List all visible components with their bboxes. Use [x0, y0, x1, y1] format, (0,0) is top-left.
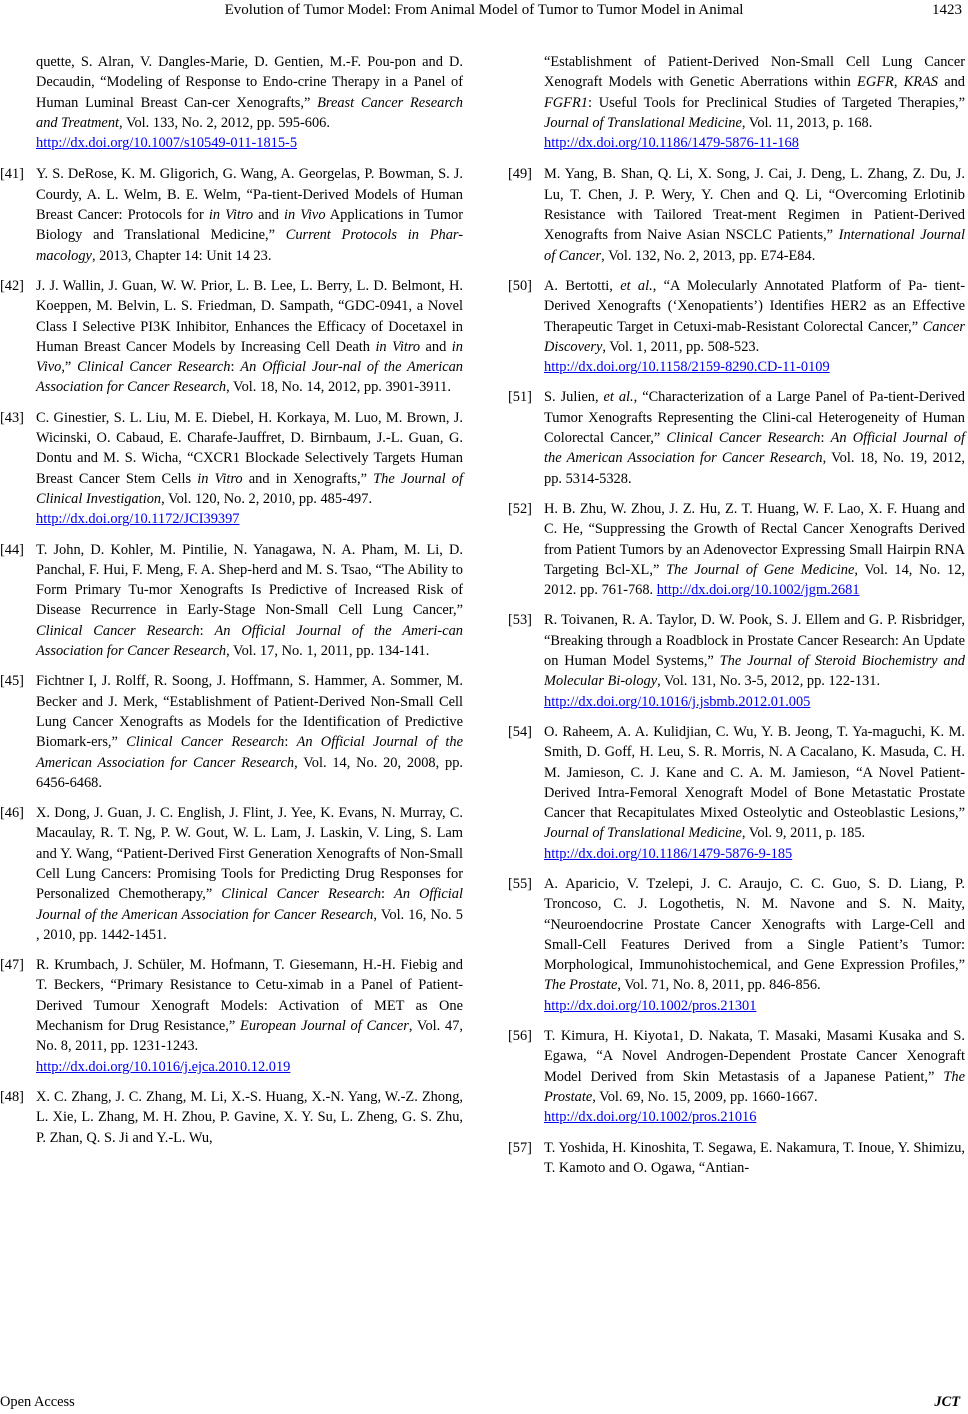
reference-text-segment: : Useful Tools for Preclinical Studies of Targeted Therapies,” [587, 94, 965, 111]
reference-number: [53] [508, 612, 532, 629]
reference-item [0, 52, 463, 153]
reference-italic-text: An Official Journal of the American Association for Cancer Research [36, 734, 464, 771]
reference-doi-link[interactable]: http://dx.doi.org/10.1002/pros.21016 [544, 1109, 757, 1126]
reference-italic-text: in Vitro [197, 470, 243, 487]
reference-text-segment: X. Dong, J. Guan, J. C. English, J. Flint, J. Yee, K. Evans, N. Murray, C. Macaulay, R. T. Ng, P. W. Gout, W. L. Lam, J. Laskin, V. Ling, S. Lam and Y. Wang, “Patient-Derived First Generation Xenografts of Non-Small Cell Lung Cancers: Promising Tools for Predicting Drug Responses for Personalized Chemotherapy,” [36, 805, 463, 903]
footer-open-access: Open Access [0, 1394, 75, 1410]
reference-text [544, 1138, 965, 1179]
reference-italic-text: Breast Cancer Research and Treatment [36, 94, 463, 131]
reference-text [544, 874, 965, 1016]
page-number: 1423 [932, 2, 962, 18]
reference-text [36, 540, 463, 662]
reference-text-segment: T. Kimura, H. Kiyota1, D. Nakata, T. Masaki, Masami Kusaka and S. Egawa, “A Novel Androgen-Dependent Prostate Cancer Xenograft Model Derived from Skin Metastasis of a Japanese Patient,” [544, 1028, 965, 1085]
reference-text-segment: , [893, 74, 904, 91]
reference-italic-text: The Journal of Steroid Biochemistry and Molecular Bi-ology [544, 653, 965, 690]
reference-text-segment: , Vol. 120, No. 2, 2010, pp. 485-497. [161, 490, 373, 507]
reference-doi-link[interactable]: http://dx.doi.org/10.1158/2159-8290.CD-11-0109 [544, 359, 830, 376]
reference-text-segment: , “Characterization of a Large Panel of Pa-tient-Derived Tumor Xenografts Representing the Clini-cal Heterogeneity of Human Colorectal Cancer,” [544, 389, 965, 447]
reference-text-segment: : [199, 622, 215, 639]
reference-text-segment: , Vol. 47, No. 8, 2011, pp. 1231-1243. [36, 1018, 463, 1055]
reference-text-segment: , Vol. 18, No. 14, 2012, pp. 3901-3911. [226, 379, 451, 396]
reference-text-segment: R. Krumbach, J. Schüler, M. Hofmann, T. Giesemann, H.-H. Fiebig and T. Beckers, “Primary Resistance to Cetu-ximab in a Panel of Patient-Derived Tumour Xenograft Models: Activation of MET as One Mechanism for Drug Resistance,” [36, 957, 463, 1035]
reference-doi-link[interactable]: http://dx.doi.org/10.1002/jgm.2681 [656, 582, 860, 599]
reference-italic-text: Clinical Cancer Research [666, 430, 821, 447]
reference-italic-text: in Vivo [36, 338, 463, 376]
reference-item [0, 540, 463, 662]
reference-text-segment: R. Toivanen, R. A. Taylor, D. W. Pook, S. J. Ellem and G. P. Risbridger, “Breaking through a Roadblock in Prostate Cancer Research: An Update on Human Model Systems,” [544, 612, 965, 670]
reference-text-segment: and in Xenografts,” [242, 470, 374, 487]
reference-italic-text: Clinical Cancer Research [36, 622, 200, 639]
reference-text-segment: O. Raheem, A. A. Kulidjian, C. Wu, Y. B. Jeong, T. Ya-maguchi, K. M. Smith, D. Goff, H. Leu, S. R. Morris, N. A Cacalano, K. Masuda, C. H. M. Jamieson, C. J. Kane and C. A. M. Jamieson, “A Novel Patient-Derived Intra-Femoral Xenograft Model of Bone Metastatic Prostate Cancer that Recapitulates Mixed Osteolytic and Osteoblastic Lesions,” [544, 723, 965, 822]
reference-text [544, 276, 965, 377]
reference-number: [47] [0, 957, 24, 974]
reference-text-segment: , Vol. 17, No. 1, 2011, pp. 134-141. [226, 643, 430, 660]
reference-italic-text: Current Protocols in Phar-macology [36, 227, 463, 264]
reference-text-segment: “Establishment of Patient-Derived Non-Small Cell Lung Cancer Xenograft Models with Genetic Aberrations within [544, 54, 965, 91]
reference-text-segment: , Vol. 71, No. 8, 2011, pp. 846-856. [617, 977, 821, 994]
reference-italic-text: in Vitro [208, 207, 254, 224]
reference-text [36, 803, 463, 945]
reference-text-segment: , Vol. 132, No. 2, 2013, pp. E74-E84. [601, 247, 816, 264]
reference-italic-text: Journal of Translational Medicine [544, 114, 742, 131]
reference-text-segment: , Vol. 14, No. 20, 2008, pp. 6456-6468. [36, 754, 463, 791]
reference-doi-link[interactable]: http://dx.doi.org/10.1002/pros.21301 [544, 997, 757, 1014]
reference-doi-link[interactable]: http://dx.doi.org/10.1007/s10549-011-1815-5 [36, 135, 298, 152]
reference-number: [45] [0, 673, 24, 690]
reference-number: [46] [0, 805, 24, 822]
reference-text-segment: , “A Molecularly Annotated Platform of Pa- tient-Derived Xenografts (‘Xenopatients’) Identifies HER2 as an Effective Therapeutic Target in Cetuxi-mab-Resistant Colorectal Cancer,” [544, 277, 965, 335]
reference-item [0, 955, 463, 1077]
page-footer [0, 1394, 968, 1414]
reference-doi-link[interactable]: http://dx.doi.org/10.1186/1479-5876-9-185 [544, 845, 793, 862]
reference-item [508, 499, 965, 600]
reference-doi-link[interactable]: http://dx.doi.org/10.1016/j.ejca.2010.12.019 [36, 1058, 291, 1075]
reference-number: [48] [0, 1088, 24, 1105]
reference-text-segment: Applications in Tumor Biology and Translational Medicine,” [36, 207, 463, 244]
reference-item [0, 276, 463, 398]
reference-text-segment: Fichtner I, J. Rolff, R. Soong, J. Hoffmann, S. Hammer, A. Sommer, M. Becker and J. Merk, “Establishment of Patient-Derived Non-Small Cell Lung Cancer Xenografts as Models for the Identification of Predictive Biomark-ers,” [36, 673, 463, 751]
footer-journal-abbrev: JCT [934, 1394, 960, 1410]
page-header [0, 0, 968, 24]
reference-text-segment: , Vol. 1, 2011, pp. 508-523. [602, 338, 760, 355]
left-reference-column [0, 52, 463, 1158]
reference-doi-link[interactable]: http://dx.doi.org/10.1186/1479-5876-11-168 [544, 135, 799, 152]
reference-italic-text: The Prostate [544, 977, 618, 994]
reference-text-segment: J. J. Wallin, J. Guan, W. W. Prior, L. B. Lee, L. Berry, L. D. Belmont, H. Koeppen, M. Belvin, L. S. Friedman, D. Sampath, “GDC-0941, a Novel Class I Selective PI3K Inhibitor, Enhances the Efficacy of Docetaxel in Human Breast Cancer Models by Increasing Cell Death [36, 277, 463, 355]
reference-item [0, 164, 463, 265]
reference-number: [41] [0, 166, 24, 183]
reference-text-segment: , Vol. 133, No. 2, 2012, pp. 595-606. [119, 114, 330, 131]
reference-number: [44] [0, 541, 24, 558]
reference-number: [56] [508, 1028, 532, 1045]
reference-text [36, 408, 463, 530]
reference-text-segment: , Vol. 16, No. 5 , 2010, pp. 1442-1451. [36, 906, 463, 943]
reference-item [508, 874, 965, 1016]
running-title: Evolution of Tumor Model: From Animal Model of Tumor to Tumor Model in Animal [224, 2, 744, 18]
reference-number: [49] [508, 166, 532, 183]
reference-text-segment: , Vol. 9, 2011, p. 185. [741, 825, 866, 842]
reference-text-segment: , Vol. 11, 2013, p. 168. [741, 114, 873, 131]
reference-text-segment: T. Yoshida, H. Kinoshita, T. Segawa, E. Nakamura, T. Inoue, Y. Shimizu, T. Kamoto and O. Ogawa, “Antian- [544, 1139, 965, 1176]
reference-italic-text: Clinical Cancer Research [221, 886, 382, 903]
reference-text-segment: Y. S. DeRose, K. M. Gligorich, G. Wang, A. Georgelas, P. Bowman, S. J. Courdy, A. L. Welm, B. E. Welm, “Pa-tient-Derived Models of Human Breast Cancer: Protocols for [36, 166, 463, 224]
reference-text-segment: : [381, 886, 395, 903]
reference-italic-text: et al. [603, 389, 634, 406]
reference-text [36, 671, 463, 793]
reference-italic-text: European Journal of Cancer [240, 1018, 409, 1035]
reference-text [544, 610, 965, 711]
reference-text-segment: H. B. Zhu, W. Zhou, J. Z. Hu, Z. T. Huang, W. F. Lao, X. F. Huang and C. He, “Suppressing the Growth of Rectal Cancer Xenografts Derived from Patient Tumors by an Adenovector Expressing Small Hairpin RNA Targeting Bcl-XL,” [544, 500, 965, 578]
reference-number: [43] [0, 409, 24, 426]
reference-text-segment: , Vol. 14, No. 12, 2012. pp. 761-768. [544, 561, 965, 599]
reference-text-segment: X. C. Zhang, J. C. Zhang, M. Li, X.-S. Huang, X.-N. Yang, W.-Z. Zhong, L. Xie, L. Zhang, M. H. Zhou, P. Gavine, X. Y. Su, L. Zheng, G. S. Zhu, P. Zhan, Q. S. Ji and Y.-L. Wu, [36, 1088, 463, 1146]
reference-item [0, 1087, 463, 1148]
reference-text-segment: and [420, 338, 452, 355]
reference-italic-text: in Vivo [283, 207, 326, 224]
reference-item [508, 276, 965, 377]
reference-number: [57] [508, 1139, 532, 1156]
reference-text-segment: , Vol. 18, No. 19, 2012, pp. 5314-5328. [544, 450, 965, 487]
reference-item [508, 387, 965, 488]
reference-item [508, 610, 965, 711]
reference-text [544, 722, 965, 864]
reference-text-segment: and [938, 74, 965, 91]
reference-text [544, 1026, 965, 1127]
reference-text-segment: ,” [61, 359, 78, 376]
reference-italic-text: The Journal of Clinical Investigation [36, 470, 463, 507]
reference-italic-text: The Journal of Gene Medicine [666, 561, 855, 578]
reference-text-segment: : [230, 359, 241, 376]
reference-doi-link[interactable]: http://dx.doi.org/10.1016/j.jsbmb.2012.01.005 [544, 693, 811, 710]
reference-italic-text: in Vitro [375, 338, 421, 355]
reference-text-segment: , Vol. 69, No. 15, 2009, pp. 1660-1667. [592, 1088, 818, 1105]
reference-italic-text: FGFR1 [544, 94, 588, 111]
reference-italic-text: An Official Journal of the American Association for Cancer Research [36, 886, 463, 923]
reference-text [36, 164, 463, 265]
reference-italic-text: International Journal of Cancer [544, 227, 965, 264]
reference-text-segment: A. Bertotti, [544, 277, 621, 294]
reference-text [36, 1087, 463, 1148]
reference-italic-text: et al. [620, 277, 653, 294]
reference-item [508, 722, 965, 864]
reference-text-segment: quette, S. Alran, V. Dangles-Marie, D. Gentien, M.-F. Pou-pon and D. Decaudin, “Modeling of Response to Endo-crine Therapy in a Panel of Human Luminal Breast Can-cer Xenografts,” [36, 54, 463, 111]
reference-number: [55] [508, 875, 532, 892]
reference-item [0, 671, 463, 793]
reference-italic-text: An Official Jour-nal of the American Association for Cancer Research [36, 359, 463, 396]
reference-item [508, 52, 965, 153]
reference-number: [50] [508, 277, 532, 294]
reference-number: [54] [508, 723, 532, 740]
reference-italic-text: The Prostate [544, 1068, 965, 1105]
reference-text [36, 52, 463, 153]
reference-item [508, 1138, 965, 1179]
reference-text [544, 52, 965, 153]
reference-text [544, 164, 965, 265]
reference-text [544, 499, 965, 600]
reference-text-segment: S. Julien, [544, 389, 604, 406]
reference-number: [42] [0, 277, 24, 294]
reference-item [0, 803, 463, 945]
reference-italic-text: Clinical Cancer Research [126, 734, 285, 751]
reference-doi-link[interactable]: http://dx.doi.org/10.1172/JCI39397 [36, 511, 240, 528]
reference-text [36, 276, 463, 398]
reference-text-segment: T. John, D. Kohler, M. Pintilie, N. Yanagawa, N. A. Pham, M. Li, D. Panchal, F. Hui, F. Meng, F. A. Shep-herd and M. S. Tsao, “The Ability to Form Primary Tu-mor Xenografts Is Predictive of Increased Risk of Disease Recurrence in Early-Stage Non-Small Cell Lung Cancer,” [36, 541, 463, 619]
reference-italic-text: An Official Journal of the Ameri-can Association for Cancer Research [36, 622, 463, 660]
reference-text-segment: M. Yang, B. Shan, Q. Li, X. Song, J. Cai, J. Deng, L. Zhang, Z. Du, J. Lu, T. Chen, J. P. Wery, Y. Chen and Q. Li, “Overcoming Erlotinib Resistance with Tailored Treat-ment Regimen in Patient-Derived Xenografts from Naive Asian NSCLC Patients,” [544, 166, 965, 244]
reference-italic-text: KRAS [903, 74, 938, 91]
reference-italic-text: EGFR [857, 74, 894, 91]
reference-italic-text: Cancer Discovery [544, 318, 965, 355]
reference-text-segment: : [284, 734, 297, 751]
reference-item [0, 408, 463, 530]
reference-text-segment: and [253, 207, 284, 224]
reference-italic-text: An Official Journal of the American Association for Cancer Research [544, 430, 965, 467]
reference-text-segment: C. Ginestier, S. L. Liu, M. E. Diebel, H. Korkaya, M. Luo, M. Brown, J. Wicinski, O. Cabaud, E. Charafe-Jauffret, D. Birnbaum, J.-L. Guan, G. Dontu and M. S. Wicha, “CXCR1 Blockade Selectively Targets Human Breast Cancer Stem Cells [36, 409, 463, 487]
reference-number: [52] [508, 500, 532, 517]
reference-text-segment: , 2013, Chapter 14: Unit 14 23. [91, 247, 272, 264]
reference-item [508, 164, 965, 265]
reference-text-segment: , Vol. 131, No. 3-5, 2012, pp. 122-131. [657, 673, 881, 690]
reference-text-segment: : [820, 430, 831, 447]
right-reference-column [508, 52, 965, 1188]
reference-item [508, 1026, 965, 1127]
reference-number: [51] [508, 389, 532, 406]
reference-italic-text: Clinical Cancer Research [77, 359, 231, 376]
reference-italic-text: Journal of Translational Medicine [544, 825, 742, 842]
reference-text-segment: A. Aparicio, V. Tzelepi, J. C. Araujo, C. C. Guo, S. D. Liang, P. Troncoso, C. J. Logothetis, N. M. Navone and S. N. Maity, “Neuroendocrine Prostate Cancer Xenografts with Large-Cell and Small-Cell Features Derived from a Single Patient’s Tumor: Morphological, Immunohistochemical, and Gene Expression Profiles,” [544, 875, 965, 974]
reference-text [36, 955, 463, 1077]
reference-text [544, 387, 965, 488]
